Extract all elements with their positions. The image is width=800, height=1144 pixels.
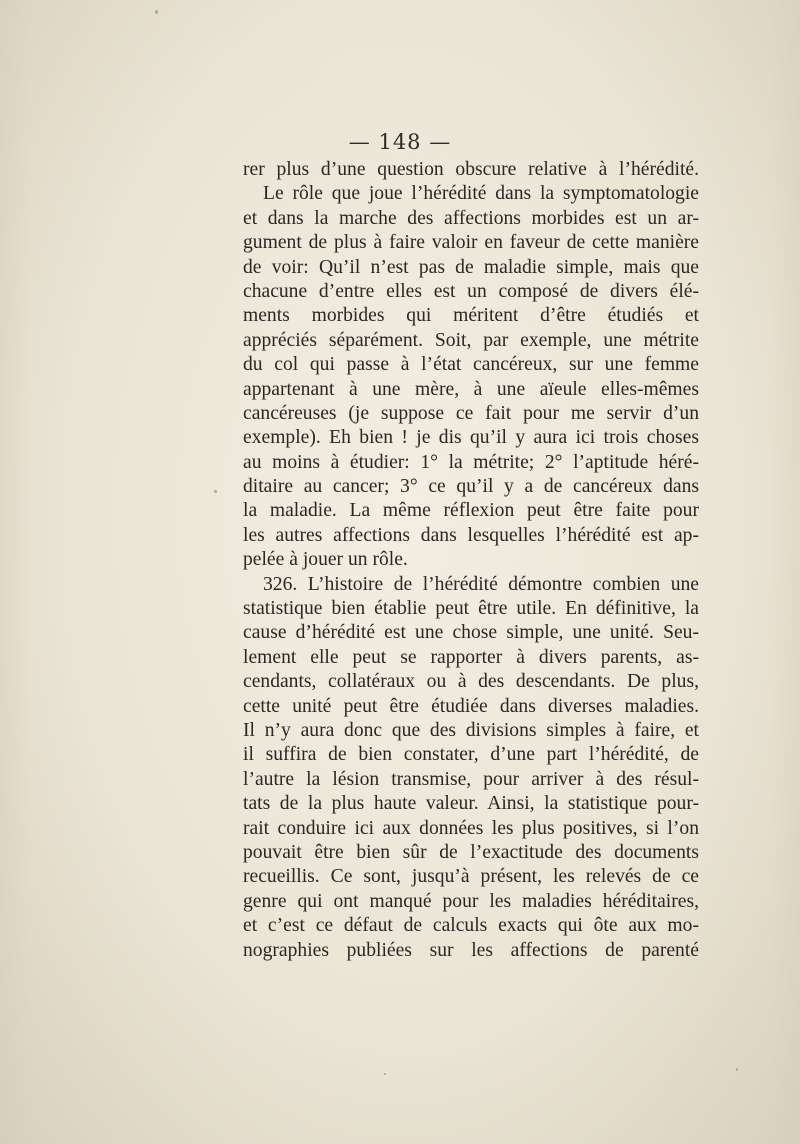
text-line: genre qui ont manqué pour les maladies héréditaires, (243, 890, 699, 912)
text-line: au moins à étudier: 1° la métrite; 2° l’aptitude héré- (243, 451, 699, 473)
text-line: appréciés séparément. Soit, par exemple, une métrite (243, 329, 699, 351)
text-line: statistique bien établie peut être utile. En définitive, la (243, 598, 699, 620)
text-line: pouvait être bien sûr de l’exactitude des documents (243, 841, 699, 863)
text-line: Il n’y aura donc que des divisions simples à faire, et (243, 719, 699, 741)
text-line: recueillis. Ce sont, jusqu’à présent, les relevés de ce (243, 866, 699, 888)
paper-speck (384, 1073, 386, 1075)
text-line: il suffira de bien constater, d’une part l’hérédité, de (243, 744, 699, 766)
text-line: ments morbides qui méritent d’être étudiés et (243, 305, 699, 327)
text-line: et c’est ce défaut de calculs exacts qui ôte aux mo- (243, 915, 699, 937)
text-line: cette unité peut être étudiée dans diverses maladies. (243, 695, 699, 717)
text-line: cancéreuses (je suppose ce fait pour me servir d’un (243, 402, 699, 424)
text-line: de voir: Qu’il n’est pas de maladie simple, mais que (243, 256, 699, 278)
text-line: chacune d’entre elles est un composé de divers élé- (243, 280, 699, 302)
paragraph-end-line: pelée à jouer un rôle. (243, 549, 408, 571)
paper-speck (214, 490, 217, 493)
body-text (243, 158, 699, 963)
text-line: nographies publiées sur les affections de parenté (243, 939, 699, 961)
text-line: exemple). Eh bien ! je dis qu’il y aura ici trois choses (243, 427, 699, 449)
text-line: appartenant à une mère, à une aïeule elles-mêmes (243, 378, 699, 400)
text-line: gument de plus à faire valoir en faveur de cette manière (243, 232, 699, 254)
text-line: les autres affections dans lesquelles l’hérédité est ap- (243, 524, 699, 546)
paper-speck (155, 10, 158, 14)
text-line: du col qui passe à l’état cancéreux, sur une femme (243, 354, 699, 376)
text-line: cause d’hérédité est une chose simple, une unité. Seu- (243, 622, 699, 644)
text-line: tats de la plus haute valeur. Ainsi, la statistique pour- (243, 793, 699, 815)
paper-speck (736, 1068, 738, 1071)
page-number: — 148 — (348, 130, 452, 154)
text-line: rait conduire ici aux données les plus positives, si l’on (243, 817, 699, 839)
text-line: lement elle peut se rapporter à divers parents, as- (243, 646, 699, 668)
text-line: cendants, collatéraux ou à des descendants. De plus, (243, 671, 699, 693)
text-line: la maladie. La même réflexion peut être faite pour (243, 500, 699, 522)
paragraph-start-line: Le rôle que joue l’hérédité dans la symptomatologie (263, 183, 699, 205)
text-line: et dans la marche des affections morbides est un ar- (243, 207, 699, 229)
text-line: rer plus d’une question obscure relative à l’hérédité. (243, 159, 699, 180)
paragraph-start-line: 326. L’histoire de l’hérédité démontre combien une (263, 573, 699, 595)
text-line: l’autre la lésion transmise, pour arriver à des résul- (243, 768, 699, 790)
text-line: ditaire au cancer; 3° ce qu’il y a de cancéreux dans (243, 476, 699, 498)
